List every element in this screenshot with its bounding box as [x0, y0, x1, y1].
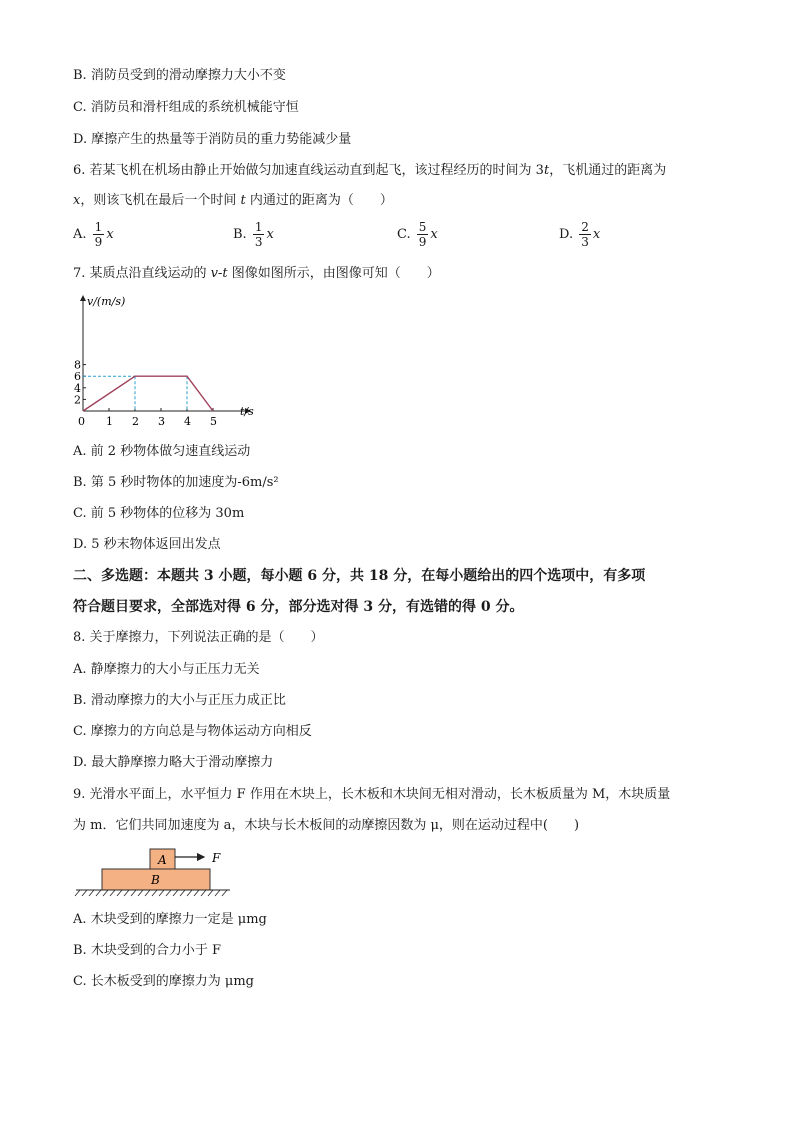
hatch-mark	[201, 890, 206, 896]
q7-option-a: A. 前 2 秒物体做匀速直线运动	[73, 444, 251, 459]
hatch-mark	[117, 890, 122, 896]
hatch-mark	[103, 890, 108, 896]
q7-option-b: B. 第 5 秒时物体的加速度为-6m/s²	[73, 475, 279, 490]
vt-graph	[70, 292, 260, 432]
q6-options	[73, 220, 713, 256]
hatch-mark	[180, 890, 185, 896]
hatch-mark	[208, 890, 213, 896]
x-axis-label: t/s	[240, 405, 254, 418]
hatch-mark	[173, 890, 178, 896]
hatch-mark	[124, 890, 129, 896]
block-b-label: B	[151, 873, 160, 887]
y-tick-label: 2	[74, 393, 81, 407]
hatch-mark	[152, 890, 157, 896]
y-tick-label: 4	[74, 381, 81, 395]
hatch-mark	[145, 890, 150, 896]
block-diagram	[72, 843, 237, 898]
q9-option-c: C. 长木板受到的摩擦力为 μmg	[73, 974, 254, 989]
hatch-mark	[166, 890, 171, 896]
q6-option-c: C. $\frac{5}{9}$ x	[397, 220, 438, 249]
q6-stem-line1: 6. 若某飞机在机场由静止开始做匀加速直线运动直到起飞，该过程经历的时间为 3t，飞机通过的距离为	[73, 163, 667, 178]
hatch-mark	[82, 890, 87, 896]
q7-option-c: C. 前 5 秒物体的位移为 30m	[73, 506, 245, 521]
section2-heading-line1: 二、多选题：本题共 3 小题，每小题 6 分，共 18 分，在每小题给出的四个选项中，有多项	[73, 568, 646, 584]
q7-option-d: D. 5 秒末物体返回出发点	[73, 537, 221, 552]
hatch-mark	[187, 890, 192, 896]
q5-option-d: D. 摩擦产生的热量等于消防员的重力势能减少量	[73, 132, 352, 147]
hatch-mark	[75, 890, 80, 896]
y-tick-label: 6	[74, 370, 81, 384]
x-tick-label: 2	[132, 415, 139, 428]
x-tick-label: 4	[184, 415, 191, 428]
hatch-mark	[215, 890, 220, 896]
q8-option-a: A. 静摩擦力的大小与正压力无关	[73, 662, 260, 677]
q5-option-c: C. 消防员和滑杆组成的系统机械能守恒	[73, 100, 299, 115]
velocity-line	[83, 376, 213, 411]
q6-option-d: D. $\frac{2}{3}$ x	[559, 220, 601, 249]
fraction: $\frac{1}{3}$	[254, 220, 263, 249]
hatch-mark	[194, 890, 199, 896]
block-a-label: A	[158, 853, 167, 867]
fraction: $\frac{1}{9}$	[94, 220, 103, 249]
force-label: F	[212, 851, 221, 865]
origin-label: 0	[78, 415, 85, 428]
section2-heading-line2: 符合题目要求，全部选对得 6 分，部分选对得 3 分，有选错的得 0 分。	[73, 599, 524, 615]
q9-stem-line1: 9. 光滑水平面上，水平恒力 F 作用在木块上，长木板和木块间无相对滑动，长木板质量为 M，木块质量	[73, 787, 671, 802]
hatch-mark	[222, 890, 227, 896]
q6-stem-line2: x，则该飞机在最后一个时间 t 内通过的距离为（ ）	[73, 193, 393, 208]
q9-stem-line2: 为 m．它们共同加速度为 a，木块与长木板间的动摩擦因数为 μ，则在运动过程中( )	[73, 818, 580, 833]
hatch-mark	[138, 890, 143, 896]
q8-option-c: C. 摩擦力的方向总是与物体运动方向相反	[73, 724, 312, 739]
hatch-mark	[131, 890, 136, 896]
y-axis-label: v/(m/s)	[87, 295, 126, 308]
hatch-mark	[96, 890, 101, 896]
q8-option-d: D. 最大静摩擦力略大于滑动摩擦力	[73, 755, 274, 770]
ground-hatching	[75, 890, 227, 896]
q6-option-a: A. $\frac{1}{9}$ x	[73, 220, 114, 249]
q7-stem: 7. 某质点沿直线运动的 v-t 图像如图所示，由图像可知（ ）	[73, 266, 440, 281]
q9-option-b: B. 木块受到的合力小于 F	[73, 943, 221, 958]
x-tick-label: 3	[158, 415, 165, 428]
q8-stem: 8. 关于摩擦力，下列说法正确的是（ ）	[73, 630, 324, 645]
fraction: $\frac{2}{3}$	[581, 220, 589, 249]
q9-option-a: A. 木块受到的摩擦力一定是 μmg	[73, 912, 267, 927]
x-tick-label: 1	[106, 415, 113, 428]
hatch-mark	[89, 890, 94, 896]
y-tick-label: 8	[74, 358, 81, 372]
fraction: $\frac{5}{9}$	[418, 220, 427, 249]
q8-option-b: B. 滑动摩擦力的大小与正压力成正比	[73, 693, 286, 708]
hatch-mark	[110, 890, 115, 896]
hatch-mark	[159, 890, 164, 896]
q6-option-b: B. $\frac{1}{3}$ x	[233, 220, 274, 249]
x-tick-label: 5	[210, 415, 217, 428]
q5-option-b: B. 消防员受到的滑动摩擦力大小不变	[73, 68, 286, 83]
